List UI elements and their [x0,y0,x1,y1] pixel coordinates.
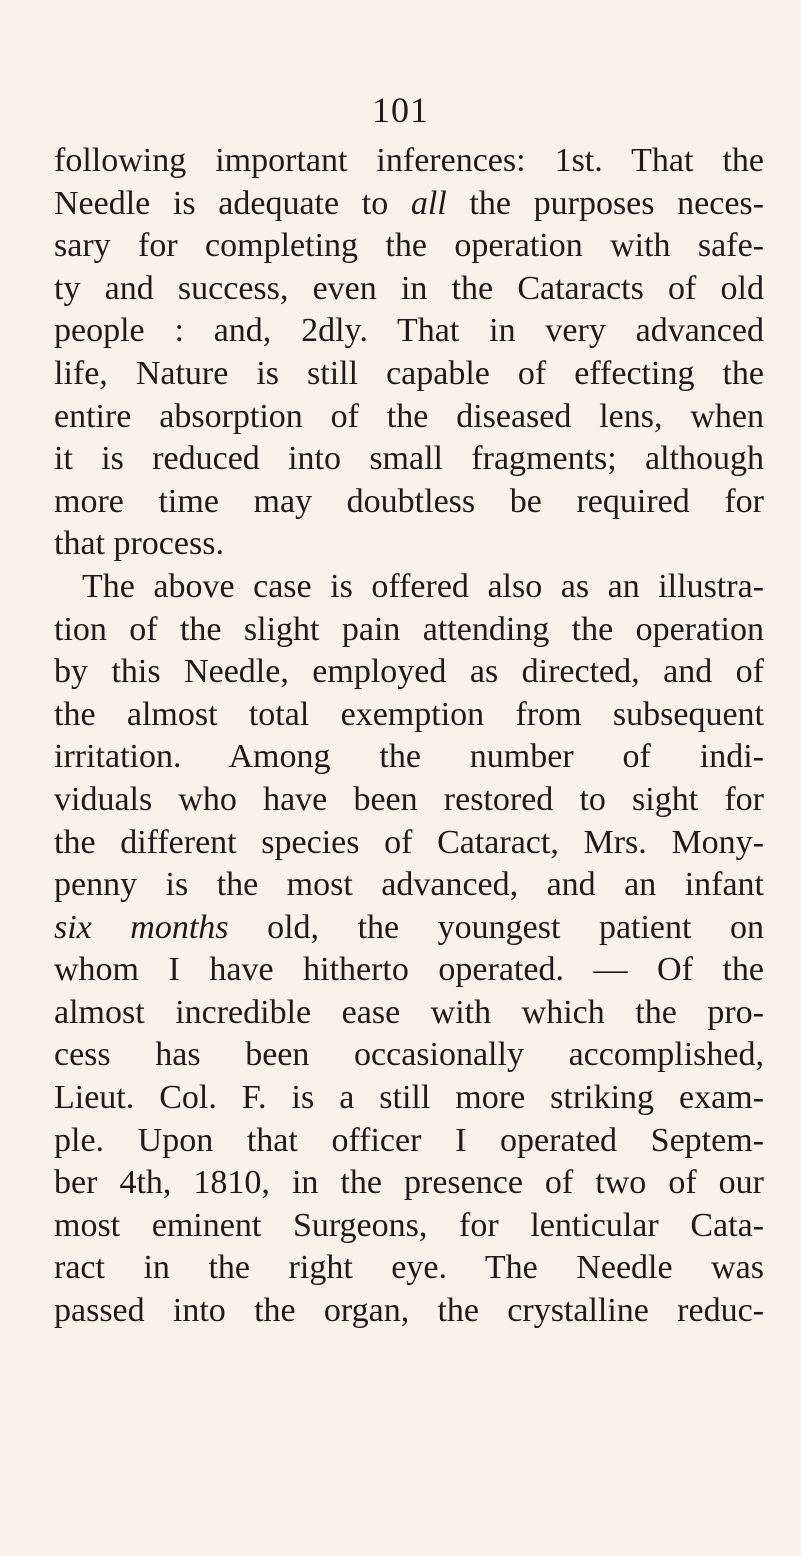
text-line: almost incredible ease with which the pro- [54,993,764,1031]
text-line: it is reduced into small fragments; although [54,440,764,478]
text-line: Lieut. Col. F. is a still more striking exam- [54,1079,764,1117]
text-line: cess has been occasionally accomplished, [54,1036,764,1074]
body-text [54,140,764,1333]
text-line: by this Needle, employed as directed, and of [54,653,764,691]
text-line: penny is the most advanced, and an infant [54,866,764,904]
text-line: ple. Upon that officer I operated Septem- [54,1121,764,1159]
paragraph-start-line: The above case is offered also as an illustra- [82,567,764,605]
text-line: six months old, the youngest patient on [54,908,765,946]
text-line: that process. [54,525,224,563]
text-line: the almost total exemption from subsequent [54,695,764,733]
text-line: life, Nature is still capable of effecting the [54,354,764,392]
text-line: sary for completing the operation with safe- [54,227,764,265]
italic-emphasis: six months [54,908,229,946]
text-line: ract in the right eye. The Needle was [54,1249,764,1287]
text-line: more time may doubtless be required for [54,482,764,520]
text-line: tion of the slight pain attending the operation [54,610,764,648]
italic-emphasis: all [410,184,447,222]
text-line: ty and success, even in the Cataracts of old [54,269,764,307]
text-line: viduals who have been restored to sight for [54,780,764,818]
text-line: following important inferences: 1st. That the [54,142,764,179]
text-line: Needle is adequate to all the purposes neces- [54,184,764,222]
text-line: the different species of Cataract, Mrs. Mony- [54,823,764,861]
text-line: whom I have hitherto operated. — Of the [54,951,764,989]
text-line: people : and, 2dly. That in very advanced [54,312,764,350]
page-number: 101 [372,90,429,130]
text-line: entire absorption of the diseased lens, when [54,397,764,435]
text-line: ber 4th, 1810, in the presence of two of our [54,1164,764,1202]
text-line: most eminent Surgeons, for lenticular Cata- [54,1206,764,1244]
text-line: passed into the organ, the crystalline reduc- [54,1292,764,1330]
text-line: irritation. Among the number of indi- [54,738,764,776]
